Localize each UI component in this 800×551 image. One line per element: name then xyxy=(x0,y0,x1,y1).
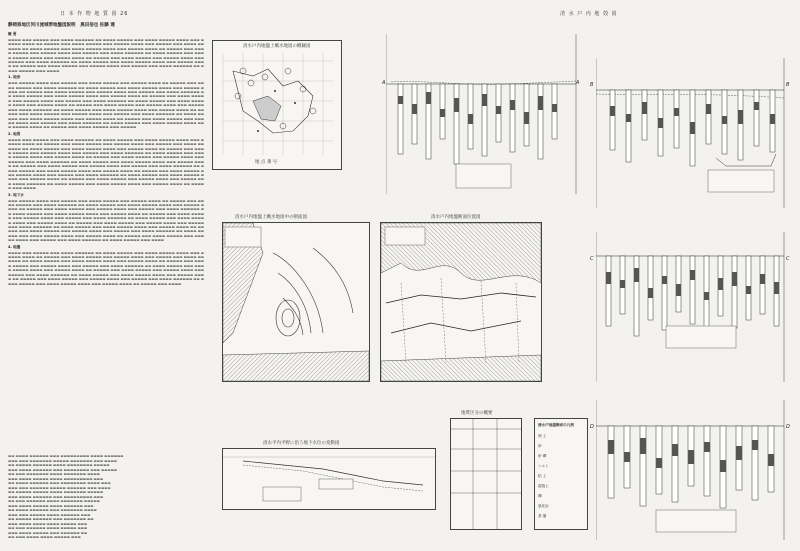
text-block-4: ▬▬▬ ▬▬▬▬▬ ▬▬▬▬ ▬▬▬ ▬▬▬▬▬ ▬▬▬ ▬▬▬▬ ▬▬▬▬▬ ▬▬▬ ▬▬▬▬▬ ▬▬▬▬ ▬▬ ▬▬▬▬▬ ▬▬▬ ▬▬▬▬ ▬▬▬▬▬ ▬▬▬ ▬▬▬▬ ▬▬▬▬▬▬ ▬▬ ▬▬▬▬ ▬▬▬▬▬ ▬▬▬ ▬▬▬▬ ▬▬▬▬▬ ▬▬▬▬ ▬▬▬ ▬▬▬▬▬ ▬▬▬▬ ▬▬ ▬▬▬▬▬ ▬▬▬ ▬▬▬▬ ▬▬▬▬▬ ▬▬▬ ▬▬▬▬▬ ▬▬▬▬ ▬▬▬ ▬▬▬▬▬ ▬▬▬ ▬▬▬▬ ▬▬▬▬▬▬ ▬▬ ▬▬▬▬ ▬▬▬▬▬ ▬▬▬ ▬▬▬▬ ▬▬▬▬▬ ▬▬▬▬ ▬▬▬ ▬▬▬▬▬ ▬▬▬▬ ▬▬ ▬▬▬▬▬ ▬▬▬ ▬▬▬▬ ▬▬▬▬▬ ▬▬▬ ▬▬▬▬▬ ▬▬▬▬ ▬▬▬ ▬▬▬▬▬ ▬▬▬ ▬▬▬▬ ▬▬▬▬▬▬ ▬▬ ▬▬▬▬ ▬▬▬▬▬ ▬▬▬ ▬▬▬▬ ▬▬▬▬▬ ▬▬▬▬ ▬▬▬ ▬▬▬▬▬ ▬▬▬▬ ▬▬ ▬▬▬▬▬ ▬▬▬ ▬▬▬▬ ▬▬▬▬▬ ▬▬▬ ▬▬▬▬▬ ▬▬▬▬ ▬▬▬ ▬▬▬▬▬ ▬▬▬ ▬▬▬▬ ▬▬▬▬▬▬ ▬▬ ▬▬▬▬ ▬▬▬▬▬ ▬▬▬ ▬▬▬▬ ▬▬▬▬▬ ▬▬▬▬ ▬▬▬ ▬▬▬▬▬ ▬▬▬▬ ▬▬ ▬▬▬▬▬ ▬▬▬ ▬▬▬▬ ▬▬▬▬▬ ▬▬▬ ▬▬▬▬▬ ▬▬▬▬ ▬▬▬ ▬▬▬▬▬ ▬▬▬ ▬▬▬▬ ▬▬▬▬▬▬ ▬▬ ▬▬▬▬ ▬▬▬▬▬ ▬▬▬ ▬▬▬▬ ▬▬▬▬▬ ▬▬▬▬ ▬▬▬ ▬▬▬▬▬ ▬▬▬▬ ▬▬ ▬▬▬▬▬ ▬▬▬ ▬▬▬▬ ▬▬▬▬▬ ▬▬▬ ▬▬▬▬▬ ▬▬▬▬ ▬▬▬ ▬▬▬▬▬ ▬▬▬ ▬▬▬▬ ▬▬▬▬▬▬ ▬▬ ▬▬▬▬ ▬▬▬▬▬ ▬▬▬ ▬▬▬▬ xyxy=(8,198,204,243)
groundwater-profile-panel xyxy=(222,441,436,510)
legend-item-6: 腐植土 xyxy=(538,484,549,488)
distribution-map-panel xyxy=(212,40,342,170)
section-d-right-label: D xyxy=(786,424,790,430)
text-block-5: ▬▬▬▬ ▬▬▬ ▬▬▬▬▬ ▬▬▬ ▬▬▬▬ ▬▬▬▬▬▬ ▬▬ ▬▬▬▬ ▬▬▬▬▬ ▬▬▬ ▬▬▬▬ ▬▬▬▬▬ ▬▬▬▬ ▬▬▬ ▬▬▬▬▬ ▬▬▬▬ ▬▬ ▬▬▬▬▬ ▬▬▬ ▬▬▬▬ ▬▬▬▬▬ ▬▬▬ ▬▬▬▬▬ ▬▬▬▬ ▬▬▬ ▬▬▬▬▬ ▬▬▬ ▬▬▬▬ ▬▬▬▬▬▬ ▬▬ ▬▬▬▬ ▬▬▬▬▬ ▬▬▬ ▬▬▬▬ ▬▬▬▬▬ ▬▬▬▬ ▬▬▬ ▬▬▬▬▬ ▬▬▬▬ ▬▬ ▬▬▬▬▬ ▬▬▬ ▬▬▬▬ ▬▬▬▬▬ ▬▬▬ ▬▬▬▬▬ ▬▬▬▬ ▬▬▬ ▬▬▬▬▬ ▬▬▬ ▬▬▬▬ ▬▬▬▬▬▬ ▬▬ ▬▬▬▬ ▬▬▬▬▬ ▬▬▬ ▬▬▬▬ ▬▬▬▬▬ ▬▬▬▬ ▬▬▬ ▬▬▬▬▬ ▬▬▬▬ ▬▬ ▬▬▬▬▬ ▬▬▬ ▬▬▬▬ ▬▬▬▬▬ ▬▬▬ ▬▬▬▬▬ ▬▬▬▬ ▬▬▬ ▬▬▬▬▬ ▬▬▬ ▬▬▬▬ ▬▬▬▬▬▬ ▬▬ ▬▬▬▬ ▬▬▬▬▬ ▬▬▬ ▬▬▬▬ ▬▬▬▬▬ ▬▬▬▬ ▬▬▬ ▬▬▬▬▬ ▬▬▬▬ ▬▬ ▬▬▬▬▬ ▬▬▬ ▬▬▬▬ ▬▬▬▬▬ ▬▬▬ ▬▬▬▬▬ ▬▬▬▬ ▬▬▬ ▬▬▬▬▬ ▬▬▬ ▬▬▬▬ ▬▬▬▬▬▬ ▬▬ ▬▬▬▬ ▬▬▬▬▬ ▬▬▬ ▬▬▬▬ ▬▬▬▬▬ ▬▬▬▬ ▬▬▬ ▬▬▬▬▬ ▬▬▬▬ ▬▬ ▬▬▬▬▬ ▬▬▬ ▬▬▬▬ xyxy=(8,250,204,286)
map3-drawing xyxy=(381,223,541,381)
legend-item-2: 砂 xyxy=(538,444,542,448)
section-c-right-label: C xyxy=(786,256,790,262)
map3-title: 清水戸内地盤断面位置図 xyxy=(431,215,481,220)
legend-item-7: 礫 xyxy=(538,494,542,498)
cross-section-b xyxy=(596,58,786,208)
cross-section-c xyxy=(596,232,786,382)
section-location-map-panel xyxy=(380,215,542,382)
section-b-left-label: B xyxy=(590,82,594,88)
legend-item-9: 基 盤 xyxy=(538,514,547,518)
section-heading: 3. 地下水 xyxy=(8,192,24,197)
section-heading: 4. 地盤 xyxy=(8,244,21,249)
article-title-text: 静岡県地区河川流域帯地盤図説明 xyxy=(8,23,76,28)
text-block-1: ▬▬▬▬ ▬▬▬ ▬▬▬▬▬ ▬▬▬ ▬▬▬▬ ▬▬▬▬▬▬ ▬▬ ▬▬▬▬ ▬▬▬▬▬ ▬▬▬ ▬▬▬▬ ▬▬▬▬▬ ▬▬▬▬ ▬▬▬ ▬▬▬▬▬ ▬▬▬▬ ▬▬ ▬▬▬▬▬ ▬▬▬ ▬▬▬▬ ▬▬▬▬▬ ▬▬▬ ▬▬▬▬▬ ▬▬▬▬ ▬▬▬ ▬▬▬▬▬ ▬▬▬ ▬▬▬▬ ▬▬▬▬▬▬ ▬▬ ▬▬▬▬ ▬▬▬▬▬ ▬▬▬ ▬▬▬▬ ▬▬▬▬▬ ▬▬▬▬ ▬▬▬ ▬▬▬▬▬ ▬▬▬▬ ▬▬ ▬▬▬▬▬ ▬▬▬ ▬▬▬▬ ▬▬▬▬▬ ▬▬▬ ▬▬▬▬▬ ▬▬▬▬ ▬▬▬ ▬▬▬▬▬ ▬▬▬ ▬▬▬▬ ▬▬▬▬▬▬ ▬▬ ▬▬▬▬ ▬▬▬▬▬ ▬▬▬ ▬▬▬▬ ▬▬▬▬▬ ▬▬▬▬ ▬▬▬ ▬▬▬▬▬ ▬▬▬▬ ▬▬ ▬▬▬▬▬ ▬▬▬ ▬▬▬▬ ▬▬▬▬▬ ▬▬▬ ▬▬▬▬▬ ▬▬▬▬ ▬▬▬ ▬▬▬▬▬ ▬▬▬ ▬▬▬▬ ▬▬▬▬▬▬ ▬▬ ▬▬▬▬ ▬▬▬▬▬ ▬▬▬ ▬▬▬▬ ▬▬▬▬▬ ▬▬▬▬ ▬▬▬ ▬▬▬▬▬ ▬▬▬▬ ▬▬ ▬▬▬▬▬ ▬▬▬ ▬▬▬▬ ▬▬▬▬▬ ▬▬▬ ▬▬▬▬▬ ▬▬▬▬ ▬▬▬ ▬▬▬▬▬ ▬▬▬ ▬▬▬▬ ▬▬▬▬▬▬ ▬▬ ▬▬▬▬ ▬▬▬▬▬ ▬▬▬ ▬▬▬▬ xyxy=(8,38,204,73)
cross-section-a xyxy=(386,34,580,194)
legend-item-8: 風化岩 xyxy=(538,504,549,508)
map1-xlabel: 地 点 番 号 xyxy=(255,160,278,165)
contour-map-panel xyxy=(222,215,370,382)
section-heading: 2. 地質 xyxy=(8,131,21,136)
section-a-right-label: A xyxy=(576,80,580,86)
section-a-left-label: A xyxy=(382,80,386,86)
map1-title: 清水戸内地盤上概水地図の概観図 xyxy=(243,44,311,49)
map2-drawing xyxy=(223,223,369,381)
article-title xyxy=(8,22,204,28)
sheet-header-right: 清 水 戸 内 地 殻 図 xyxy=(560,11,618,17)
section-d-left-label: D xyxy=(590,424,594,430)
map2-title: 清水戸内地盤上概水地図中の断面図 xyxy=(235,215,307,220)
map1-drawing xyxy=(213,41,341,169)
legend-title: 清水戸地盤断面の凡例 xyxy=(538,423,574,427)
profile-drawing xyxy=(223,449,435,509)
section-b-right-label: B xyxy=(786,82,790,88)
stratigraphy-table xyxy=(450,411,522,530)
article-authors: 黒田信也 佐藤 達 xyxy=(80,23,115,28)
sheet-header-left: 日 本 作 物 地 質 図 26 xyxy=(60,11,129,17)
table-title: 地質区分の概要 xyxy=(461,411,493,416)
profile-title: 清水平内平野に沿う地下水位の変動図 xyxy=(263,441,340,446)
legend-item-3: 砂 礫 xyxy=(538,454,547,458)
cross-section-d xyxy=(596,400,786,540)
section-legend xyxy=(534,418,588,530)
text-block-3: ▬▬▬▬ ▬▬▬ ▬▬▬▬▬ ▬▬▬ ▬▬▬▬ ▬▬▬▬▬▬ ▬▬ ▬▬▬▬ ▬▬▬▬▬ ▬▬▬ ▬▬▬▬ ▬▬▬▬▬ ▬▬▬▬ ▬▬▬ ▬▬▬▬▬ ▬▬▬▬ ▬▬ ▬▬▬▬▬ ▬▬▬ ▬▬▬▬ ▬▬▬▬▬ ▬▬▬ ▬▬▬▬▬ ▬▬▬▬ ▬▬▬ ▬▬▬▬▬ ▬▬▬ ▬▬▬▬ ▬▬▬▬▬▬ ▬▬ ▬▬▬▬ ▬▬▬▬▬ ▬▬▬ ▬▬▬▬ ▬▬▬▬▬ ▬▬▬▬ ▬▬▬ ▬▬▬▬▬ ▬▬▬▬ ▬▬ ▬▬▬▬▬ ▬▬▬ ▬▬▬▬ ▬▬▬▬▬ ▬▬▬ ▬▬▬▬▬ ▬▬▬▬ ▬▬▬ ▬▬▬▬▬ ▬▬▬ ▬▬▬▬ ▬▬▬▬▬▬ ▬▬ ▬▬▬▬ ▬▬▬▬▬ ▬▬▬ ▬▬▬▬ ▬▬▬▬▬ ▬▬▬▬ ▬▬▬ ▬▬▬▬▬ ▬▬▬▬ ▬▬ ▬▬▬▬▬ ▬▬▬ ▬▬▬▬ ▬▬▬▬▬ ▬▬▬ ▬▬▬▬▬ ▬▬▬▬ ▬▬▬ ▬▬▬▬▬ ▬▬▬ ▬▬▬▬ ▬▬▬▬▬▬ ▬▬ ▬▬▬▬ ▬▬▬▬▬ ▬▬▬ ▬▬▬▬ ▬▬▬▬▬ ▬▬▬▬ ▬▬▬ ▬▬▬▬▬ ▬▬▬▬ ▬▬ ▬▬▬▬▬ ▬▬▬ ▬▬▬▬ ▬▬▬▬▬ ▬▬▬ ▬▬▬▬▬ ▬▬▬▬ ▬▬▬ ▬▬▬▬▬ ▬▬▬ ▬▬▬▬ ▬▬▬▬▬▬ ▬▬ ▬▬▬▬ ▬▬▬▬▬ ▬▬▬ ▬▬▬▬ ▬▬▬▬▬ ▬▬▬▬ ▬▬▬ ▬▬▬▬▬ ▬▬▬▬ ▬▬ ▬▬▬▬▬ ▬▬▬ ▬▬▬▬ ▬▬▬▬▬ ▬▬▬ ▬▬▬▬▬ ▬▬▬▬ ▬▬▬ ▬▬▬▬▬ ▬▬▬ ▬▬▬▬ ▬▬▬▬▬▬ ▬▬ ▬▬▬▬ ▬▬▬▬▬ ▬▬▬ ▬▬▬▬ ▬▬▬▬▬ ▬▬▬▬ ▬▬▬ ▬▬▬▬▬ ▬▬▬▬ ▬▬ ▬▬▬▬▬ ▬▬▬ ▬▬▬▬ ▬▬▬▬▬ ▬▬▬ ▬▬▬▬▬ ▬▬▬▬ ▬▬▬ ▬▬▬▬▬ ▬▬▬ ▬▬▬▬ ▬▬▬▬▬▬ ▬▬ ▬▬▬▬ ▬▬▬▬▬ ▬▬▬ ▬▬▬▬ ▬▬▬▬▬ ▬▬▬▬ ▬▬▬ ▬▬▬▬▬ ▬▬▬▬ ▬▬ ▬▬▬▬▬ ▬▬▬ ▬▬▬▬ xyxy=(8,137,204,191)
text-block-2: ▬▬▬ ▬▬▬▬▬ ▬▬▬▬ ▬▬▬ ▬▬▬▬▬ ▬▬▬ ▬▬▬▬ ▬▬▬▬▬ ▬▬▬ ▬▬▬▬▬ ▬▬▬▬ ▬▬ ▬▬▬▬▬ ▬▬▬ ▬▬▬▬ ▬▬▬▬▬ ▬▬▬ ▬▬▬▬ ▬▬▬▬▬▬ ▬▬ ▬▬▬▬ ▬▬▬▬▬ ▬▬▬ ▬▬▬▬ ▬▬▬▬▬ ▬▬▬▬ ▬▬▬ ▬▬▬▬▬ ▬▬▬▬ ▬▬ ▬▬▬▬▬ ▬▬▬ ▬▬▬▬ ▬▬▬▬▬ ▬▬▬ ▬▬▬▬▬ ▬▬▬▬ ▬▬▬ ▬▬▬▬▬ ▬▬▬ ▬▬▬▬ ▬▬▬▬▬▬ ▬▬ ▬▬▬▬ ▬▬▬▬▬ ▬▬▬ ▬▬▬▬ ▬▬▬▬▬ ▬▬▬▬ ▬▬▬ ▬▬▬▬▬ ▬▬▬▬ ▬▬ ▬▬▬▬▬ ▬▬▬ ▬▬▬▬ ▬▬▬▬▬ ▬▬▬ ▬▬▬▬▬ ▬▬▬▬ ▬▬▬ ▬▬▬▬▬ ▬▬▬ ▬▬▬▬ ▬▬▬▬▬▬ ▬▬ ▬▬▬▬ ▬▬▬▬▬ ▬▬▬ ▬▬▬▬ ▬▬▬▬▬ ▬▬▬▬ ▬▬▬ ▬▬▬▬▬ ▬▬▬▬ ▬▬ ▬▬▬▬▬ ▬▬▬ ▬▬▬▬ ▬▬▬▬▬ ▬▬▬ ▬▬▬▬▬ ▬▬▬▬ ▬▬▬ ▬▬▬▬▬ ▬▬▬ ▬▬▬▬ ▬▬▬▬▬▬ ▬▬ ▬▬▬▬ ▬▬▬▬▬ ▬▬▬ ▬▬▬▬ ▬▬▬▬▬ ▬▬▬▬ ▬▬▬ ▬▬▬▬▬ ▬▬▬▬ ▬▬ ▬▬▬▬▬ ▬▬▬ ▬▬▬▬ ▬▬▬▬▬ ▬▬▬ ▬▬▬▬▬ ▬▬▬▬ ▬▬▬ ▬▬▬▬▬ ▬▬▬ ▬▬▬▬ ▬▬▬▬▬▬ ▬▬ ▬▬▬▬ ▬▬▬▬▬ ▬▬▬ ▬▬▬▬ ▬▬▬▬▬ ▬▬▬▬ ▬▬▬ ▬▬▬▬▬ ▬▬▬▬ ▬▬ ▬▬▬▬▬ ▬▬▬ ▬▬▬▬ ▬▬▬▬▬ ▬▬▬ ▬▬▬▬▬ ▬▬▬▬ ▬▬▬ ▬▬▬▬▬ ▬▬▬ ▬▬▬▬ ▬▬▬▬▬▬ ▬▬ ▬▬▬▬ ▬▬▬▬▬ ▬▬▬ ▬▬▬▬ ▬▬▬▬▬ ▬▬▬▬ ▬▬▬ ▬▬▬▬▬ ▬▬▬▬ ▬▬ ▬▬▬▬▬ ▬▬▬ ▬▬▬▬ ▬▬▬▬▬ ▬▬▬ ▬▬▬▬▬ xyxy=(8,81,204,130)
section-heading: 概 要 xyxy=(8,32,17,36)
legend-item-1: 埋 土 xyxy=(538,434,547,438)
legend-item-5: 粘 土 xyxy=(538,474,547,478)
legend-item-4: シルト xyxy=(538,464,549,468)
table-grid xyxy=(451,419,521,529)
section-c-left-label: C xyxy=(590,256,594,262)
references-list: ▬▬ ▬▬▬▬ ▬▬▬▬▬▬ ▬▬▬ ▬▬▬▬▬▬▬▬▬ ▬▬▬▬ ▬▬▬▬▬▬ ▬▬▬ ▬▬▬ ▬▬▬▬▬▬▬ ▬▬▬▬▬ ▬▬▬▬▬▬▬ ▬▬▬ ▬▬▬▬ ▬▬ ▬▬▬▬▬ ▬▬▬▬▬▬ ▬▬▬▬ ▬▬▬▬▬▬▬▬ ▬▬▬▬▬ ▬▬▬ ▬▬▬▬ ▬▬▬▬▬▬ ▬▬▬ ▬▬▬▬▬▬▬▬ ▬▬▬ ▬▬▬▬▬ ▬▬ ▬▬▬ ▬▬▬▬▬▬▬ ▬▬▬▬ ▬▬▬▬▬▬▬ ▬▬▬▬ ▬▬▬ ▬▬▬▬ ▬▬▬▬▬ ▬▬▬▬ ▬▬▬▬▬▬▬▬▬ ▬▬▬ ▬▬ ▬▬▬▬ ▬▬▬▬▬▬ ▬▬▬ ▬▬▬▬▬▬▬▬ ▬▬▬▬ ▬▬▬ ▬▬▬ ▬▬▬ ▬▬▬▬▬▬ ▬▬▬▬▬ ▬▬▬▬▬▬ ▬▬▬ ▬▬▬▬ ▬▬ ▬▬▬▬▬ ▬▬▬▬▬ ▬▬▬▬ ▬▬▬▬▬▬▬ ▬▬▬▬▬ ▬▬▬ ▬▬▬▬ ▬▬▬▬▬▬ ▬▬▬ ▬▬▬▬▬▬▬▬▬ ▬▬▬ ▬▬ ▬▬▬ ▬▬▬▬▬▬ ▬▬▬▬ ▬▬▬▬▬▬▬ ▬▬▬▬▬ ▬▬▬ ▬▬▬▬ ▬▬▬▬▬ ▬▬▬▬ ▬▬▬▬▬▬ ▬▬▬ ▬▬ ▬▬▬▬ ▬▬▬▬▬▬ ▬▬▬ ▬▬▬▬▬▬▬ ▬▬▬▬ ▬▬▬ ▬▬▬ ▬▬▬▬▬ ▬▬▬▬ ▬▬▬▬▬▬ ▬▬▬ ▬▬ ▬▬▬▬▬ ▬▬▬▬▬▬ ▬▬▬ ▬▬▬▬▬▬▬ ▬▬ ▬▬▬ ▬▬▬▬ ▬▬▬▬ ▬▬▬▬ ▬▬▬▬▬ ▬▬▬ ▬▬ ▬▬▬ ▬▬▬▬▬▬ ▬▬▬▬ ▬▬▬▬▬ ▬▬▬ ▬▬▬ ▬▬▬▬ ▬▬▬▬▬ ▬▬▬ ▬▬▬▬▬▬ ▬▬ ▬▬ ▬▬▬ ▬▬▬▬ ▬▬▬▬ ▬▬▬▬▬ ▬▬▬ xyxy=(8,454,124,539)
section-heading: 1. 地形 xyxy=(8,75,21,80)
